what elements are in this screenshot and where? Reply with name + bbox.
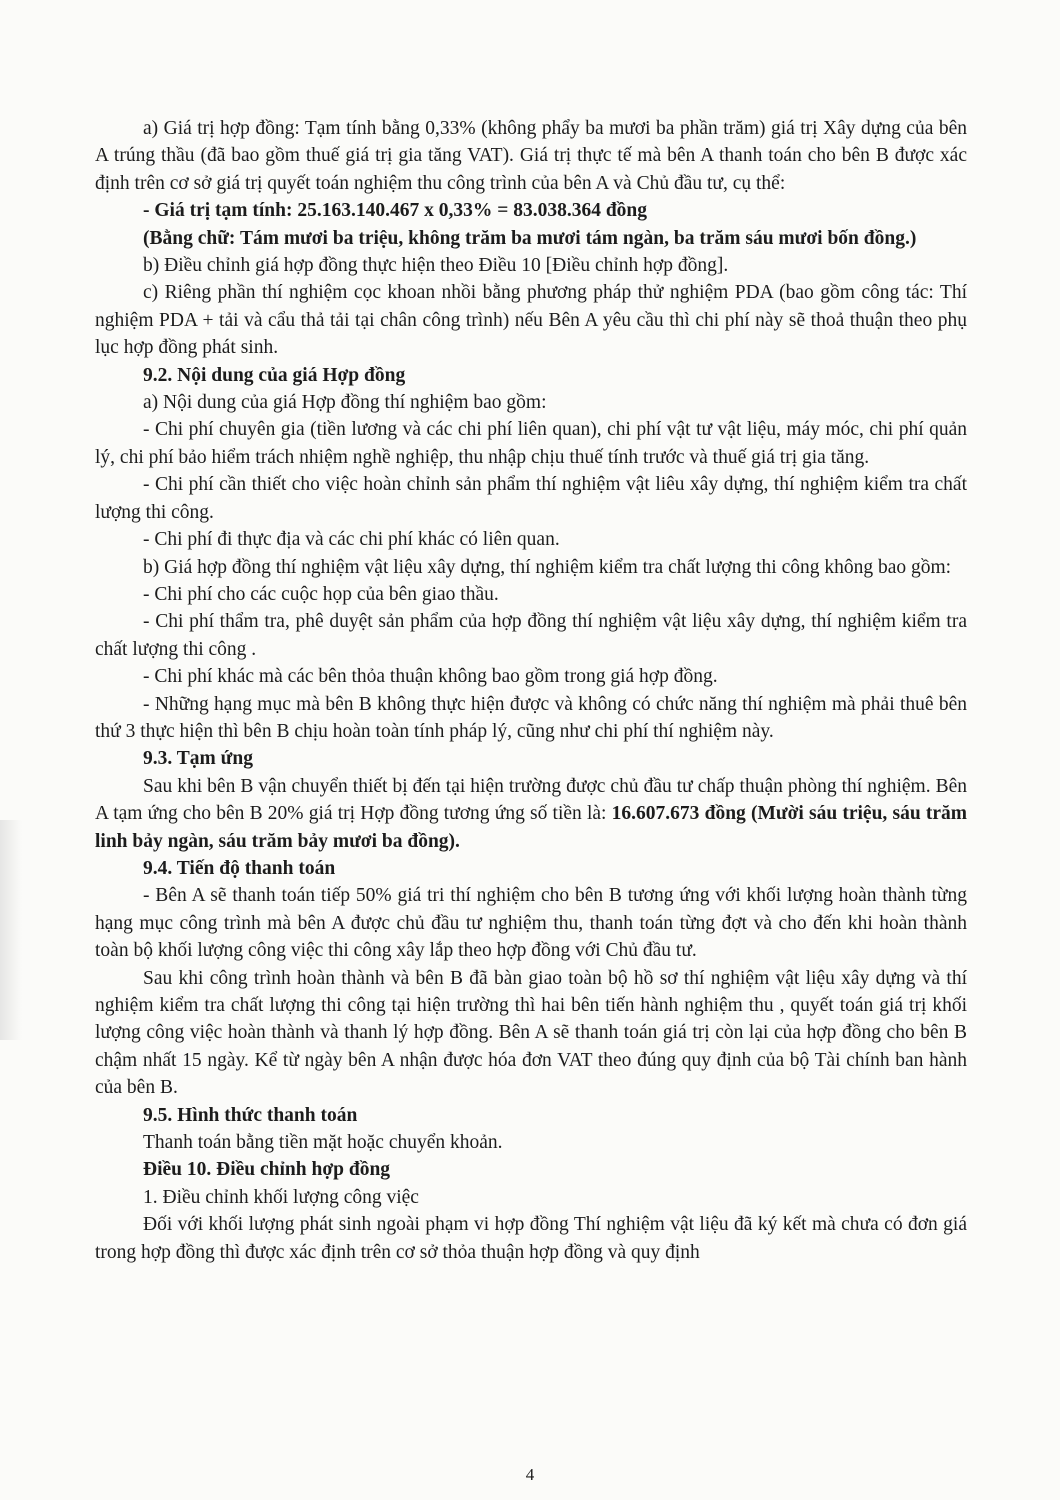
- paragraph-p14: [95, 663, 967, 690]
- paragraph-p25: [95, 1211, 967, 1266]
- paragraph-p10: [95, 526, 967, 553]
- text-segment: b) Điều chỉnh giá hợp đồng thực hiện theo Điều 10 [Điều chỉnh hợp đồng].: [143, 255, 729, 277]
- paragraph-p4: [95, 252, 967, 279]
- text-segment: a) Nội dung của giá Hợp đồng thí nghiệm bao gồm:: [143, 392, 547, 414]
- paragraph-p6: [95, 362, 967, 389]
- scan-edge-shadow: [0, 820, 22, 1040]
- text-segment: - Chi phí đi thực địa và các chi phí khác có liên quan.: [143, 529, 560, 551]
- text-segment: Thanh toán bằng tiền mặt hoặc chuyển khoản.: [143, 1132, 503, 1154]
- text-segment: 9.2. Nội dung của giá Hợp đồng: [143, 364, 406, 386]
- text-segment: 9.4. Tiến độ thanh toán: [143, 857, 336, 879]
- paragraph-p8: [95, 416, 967, 471]
- paragraph-p1: [95, 115, 967, 197]
- paragraph-p17: [95, 773, 967, 855]
- paragraph-p16: [95, 745, 967, 772]
- paragraph-p20: [95, 965, 967, 1102]
- paragraph-p22: [95, 1129, 967, 1156]
- paragraph-p11: [95, 554, 967, 581]
- text-segment: Đối với khối lượng phát sinh ngoài phạm vi hợp đồng Thí nghiệm vật liệu đã ký kết mà chưa có đơn giá trong hợp đồng thì được xác định trên cơ sở thỏa thuận hợp đồng và quy định: [95, 1214, 967, 1263]
- paragraph-p21: [95, 1102, 967, 1129]
- text-segment: - Chi phí chuyên gia (tiền lương và các chi phí liên quan), chi phí vật tư vật liệu, máy móc, chi phí quản lý, chi phí bảo hiểm trách nhiệm nghề nghiệp, thu nhập chịu thuế tính trước và thuế giá trị gia tăng.: [95, 419, 967, 468]
- text-segment: Điều 10. Điều chỉnh hợp đồng: [143, 1159, 391, 1181]
- paragraph-p13: [95, 608, 967, 663]
- text-segment: - Bên A sẽ thanh toán tiếp 50% giá tri thí nghiệm cho bên B tương ứng với khối lượng hoàn thành từng hạng mục công trình mà bên A được chủ đầu tư nghiệm thu, thanh toán từng đợt và cho đến khi hoàn thành toàn bộ khối lượng công việc thi công xây lắp theo hợp đồng với Chủ đầu tư.: [95, 885, 967, 962]
- text-segment: a) Giá trị hợp đồng: Tạm tính bằng 0,33% (không phẩy ba mươi ba phần trăm) giá trị Xây dựng của bên A trúng thầu (đã bao gồm thuế giá trị gia tăng VAT). Giá trị thực tế mà bên A thanh toán cho bên B được xác định trên cơ sở giá trị quyết toán nghiệm thu công trình của bên A và Chủ đầu tư, cụ thể:: [95, 118, 967, 194]
- text-segment: 9.5. Hình thức thanh toán: [143, 1104, 358, 1126]
- text-segment: 16.607.673 đồng (Mười sáu triệu, sáu trăm linh bảy ngàn, sáu trăm bảy mươi ba đồng).: [95, 803, 968, 852]
- text-segment: - Những hạng mục mà bên B không thực hiện được và không có chức năng thí nghiệm mà phải thuê bên thứ 3 thực hiện thì bên B chịu hoàn toàn tính pháp lý, cũng như chi phí thí nghiệm này.: [95, 693, 967, 742]
- text-segment: - Giá trị tạm tính: 25.163.140.467 x 0,33% = 83.038.364 đồng: [143, 200, 648, 222]
- text-segment: - Chi phí cần thiết cho việc hoàn chỉnh sản phẩm thí nghiệm vật liêu xây dựng, thí nghiệm kiểm tra chất lượng thi công.: [95, 474, 967, 523]
- paragraph-p9: [95, 471, 967, 526]
- paragraph-p7: [95, 389, 967, 416]
- paragraph-p5: [95, 279, 967, 361]
- paragraph-p23: [95, 1156, 967, 1183]
- text-segment: Sau khi bên B vận chuyển thiết bị đến tại hiện trường được chủ đầu tư chấp thuận phòng thí nghiệm. Bên A tạm ứng cho bên B 20% giá trị Hợp đồng tương ứng số tiền là:: [95, 775, 967, 825]
- paragraph-p18: [95, 855, 967, 882]
- text-segment: c) Riêng phần thí nghiệm cọc khoan nhồi bằng phương pháp thử nghiệm PDA (bao gồm công tác: Thí nghiệm PDA + tải và cẩu thả tải tại chân công trình) nếu Bên A yêu cầu thì chi phí này sẽ thoả thuận theo phụ lục hợp đồng phát sinh.: [95, 282, 967, 359]
- document-body: [95, 115, 967, 1266]
- text-segment: b) Giá hợp đồng thí nghiệm vật liệu xây dựng, thí nghiệm kiểm tra chất lượng thi công không bao gồm:: [143, 556, 952, 578]
- paragraph-p19: [95, 882, 967, 964]
- text-segment: 1. Điều chỉnh khối lượng công việc: [143, 1186, 419, 1208]
- paragraph-p15: [95, 691, 967, 746]
- text-segment: - Chi phí thẩm tra, phê duyệt sản phẩm của hợp đồng thí nghiệm vật liệu xây dựng, thí nghiệm kiểm tra chất lượng thi công .: [95, 611, 967, 660]
- paragraph-p3: [95, 225, 967, 252]
- text-segment: 9.3. Tạm ứng: [143, 748, 253, 770]
- text-segment: - Chi phí khác mà các bên thỏa thuận không bao gồm trong giá hợp đồng.: [143, 666, 718, 688]
- paragraph-p24: [95, 1184, 967, 1211]
- text-segment: - Chi phí cho các cuộc họp của bên giao thầu.: [143, 583, 499, 605]
- text-segment: (Bằng chữ: Tám mươi ba triệu, không trăm ba mươi tám ngàn, ba trăm sáu mươi bốn đồng.): [143, 227, 917, 249]
- page-number: 4: [525, 1465, 535, 1484]
- paragraph-p12: [95, 581, 967, 608]
- paragraph-p2: [95, 197, 967, 224]
- text-segment: Sau khi công trình hoàn thành và bên B đã bàn giao toàn bộ hồ sơ thí nghiệm vật liệu xây dựng và thí nghiệm kiểm tra chất lượng thi công tại hiện trường thì hai bên tiến hành nghiệm thu , quyết toán giá trị khối lượng công việc hoàn thành và thanh lý hợp đồng. Bên A sẽ thanh toán giá trị còn lại của hợp đồng cho bên B chậm nhất 15 ngày. Kể từ ngày bên A nhận được hóa đơn VAT theo đúng quy định của bộ Tài chính ban hành của bên B.: [95, 967, 967, 1099]
